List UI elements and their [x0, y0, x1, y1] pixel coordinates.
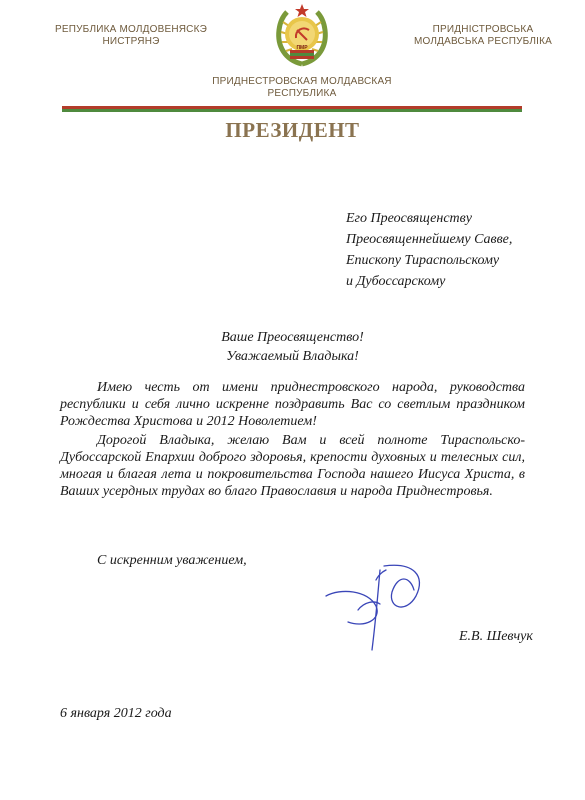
addressee-line: Епископу Тираспольскому	[346, 253, 500, 268]
addressee-line: Его Преосвященству	[346, 211, 472, 226]
header-russian-line1: ПРИДНЕСТРОВСКАЯ МОЛДАВСКАЯ	[212, 76, 392, 87]
addressee-line: и Дубоссарскому	[346, 274, 446, 289]
header-ukrainian-line1: ПРИДНІСТРОВСЬКА	[432, 24, 534, 35]
header-moldovan-line2: НИСТРЯНЭ	[102, 36, 160, 47]
letter-body	[60, 379, 525, 500]
closing-phrase: С искренним уважением,	[97, 553, 247, 568]
divider-green-band	[62, 109, 522, 112]
handwritten-signature	[318, 562, 438, 658]
addressee-line: Преосвященнейшему Савве,	[346, 232, 513, 247]
body-paragraph: Дорогой Владыка, желаю Вам и всей полноте Тираспольско-Дубоссарской Епархии доброго здоровья, крепости духовных и телесных сил, многая и благая лета и покровительства Господа нашего Иисуса Христа, в Ваших усердных трудах во благо Православия и народа Приднестровья.	[60, 433, 525, 499]
header-russian-line2: РЕСПУБЛИКА	[267, 88, 337, 99]
header-ukrainian-line2: МОЛДАВСЬКА РЕСПУБЛІКА	[413, 36, 553, 47]
addressee-block	[346, 208, 576, 292]
header-russian	[192, 76, 412, 100]
header-ukrainian	[388, 24, 578, 48]
emblem-label: ПМР	[296, 45, 308, 51]
salutation-line: Уважаемый Владыка!	[226, 349, 359, 364]
body-paragraph: Имею честь от имени приднестровского народа, руководства республики и себя лично искренне поздравить Вас со светлым праздником Рождества Христова и 2012 Новолетием!	[60, 380, 525, 429]
header-moldovan-line1: РЕПУБЛИКА МОЛДОВЕНЯСКЭ	[55, 24, 207, 35]
salutation-block	[0, 328, 585, 366]
header-divider	[62, 106, 522, 112]
signer-name: Е.В. Шевчук	[459, 629, 533, 644]
salutation-line: Ваше Преосвященство!	[221, 330, 364, 345]
letterhead-title: ПРЕЗИДЕНТ	[225, 118, 360, 142]
letter-date: 6 января 2012 года	[60, 706, 172, 721]
header-moldovan	[36, 24, 226, 48]
state-emblem-icon	[273, 0, 331, 68]
